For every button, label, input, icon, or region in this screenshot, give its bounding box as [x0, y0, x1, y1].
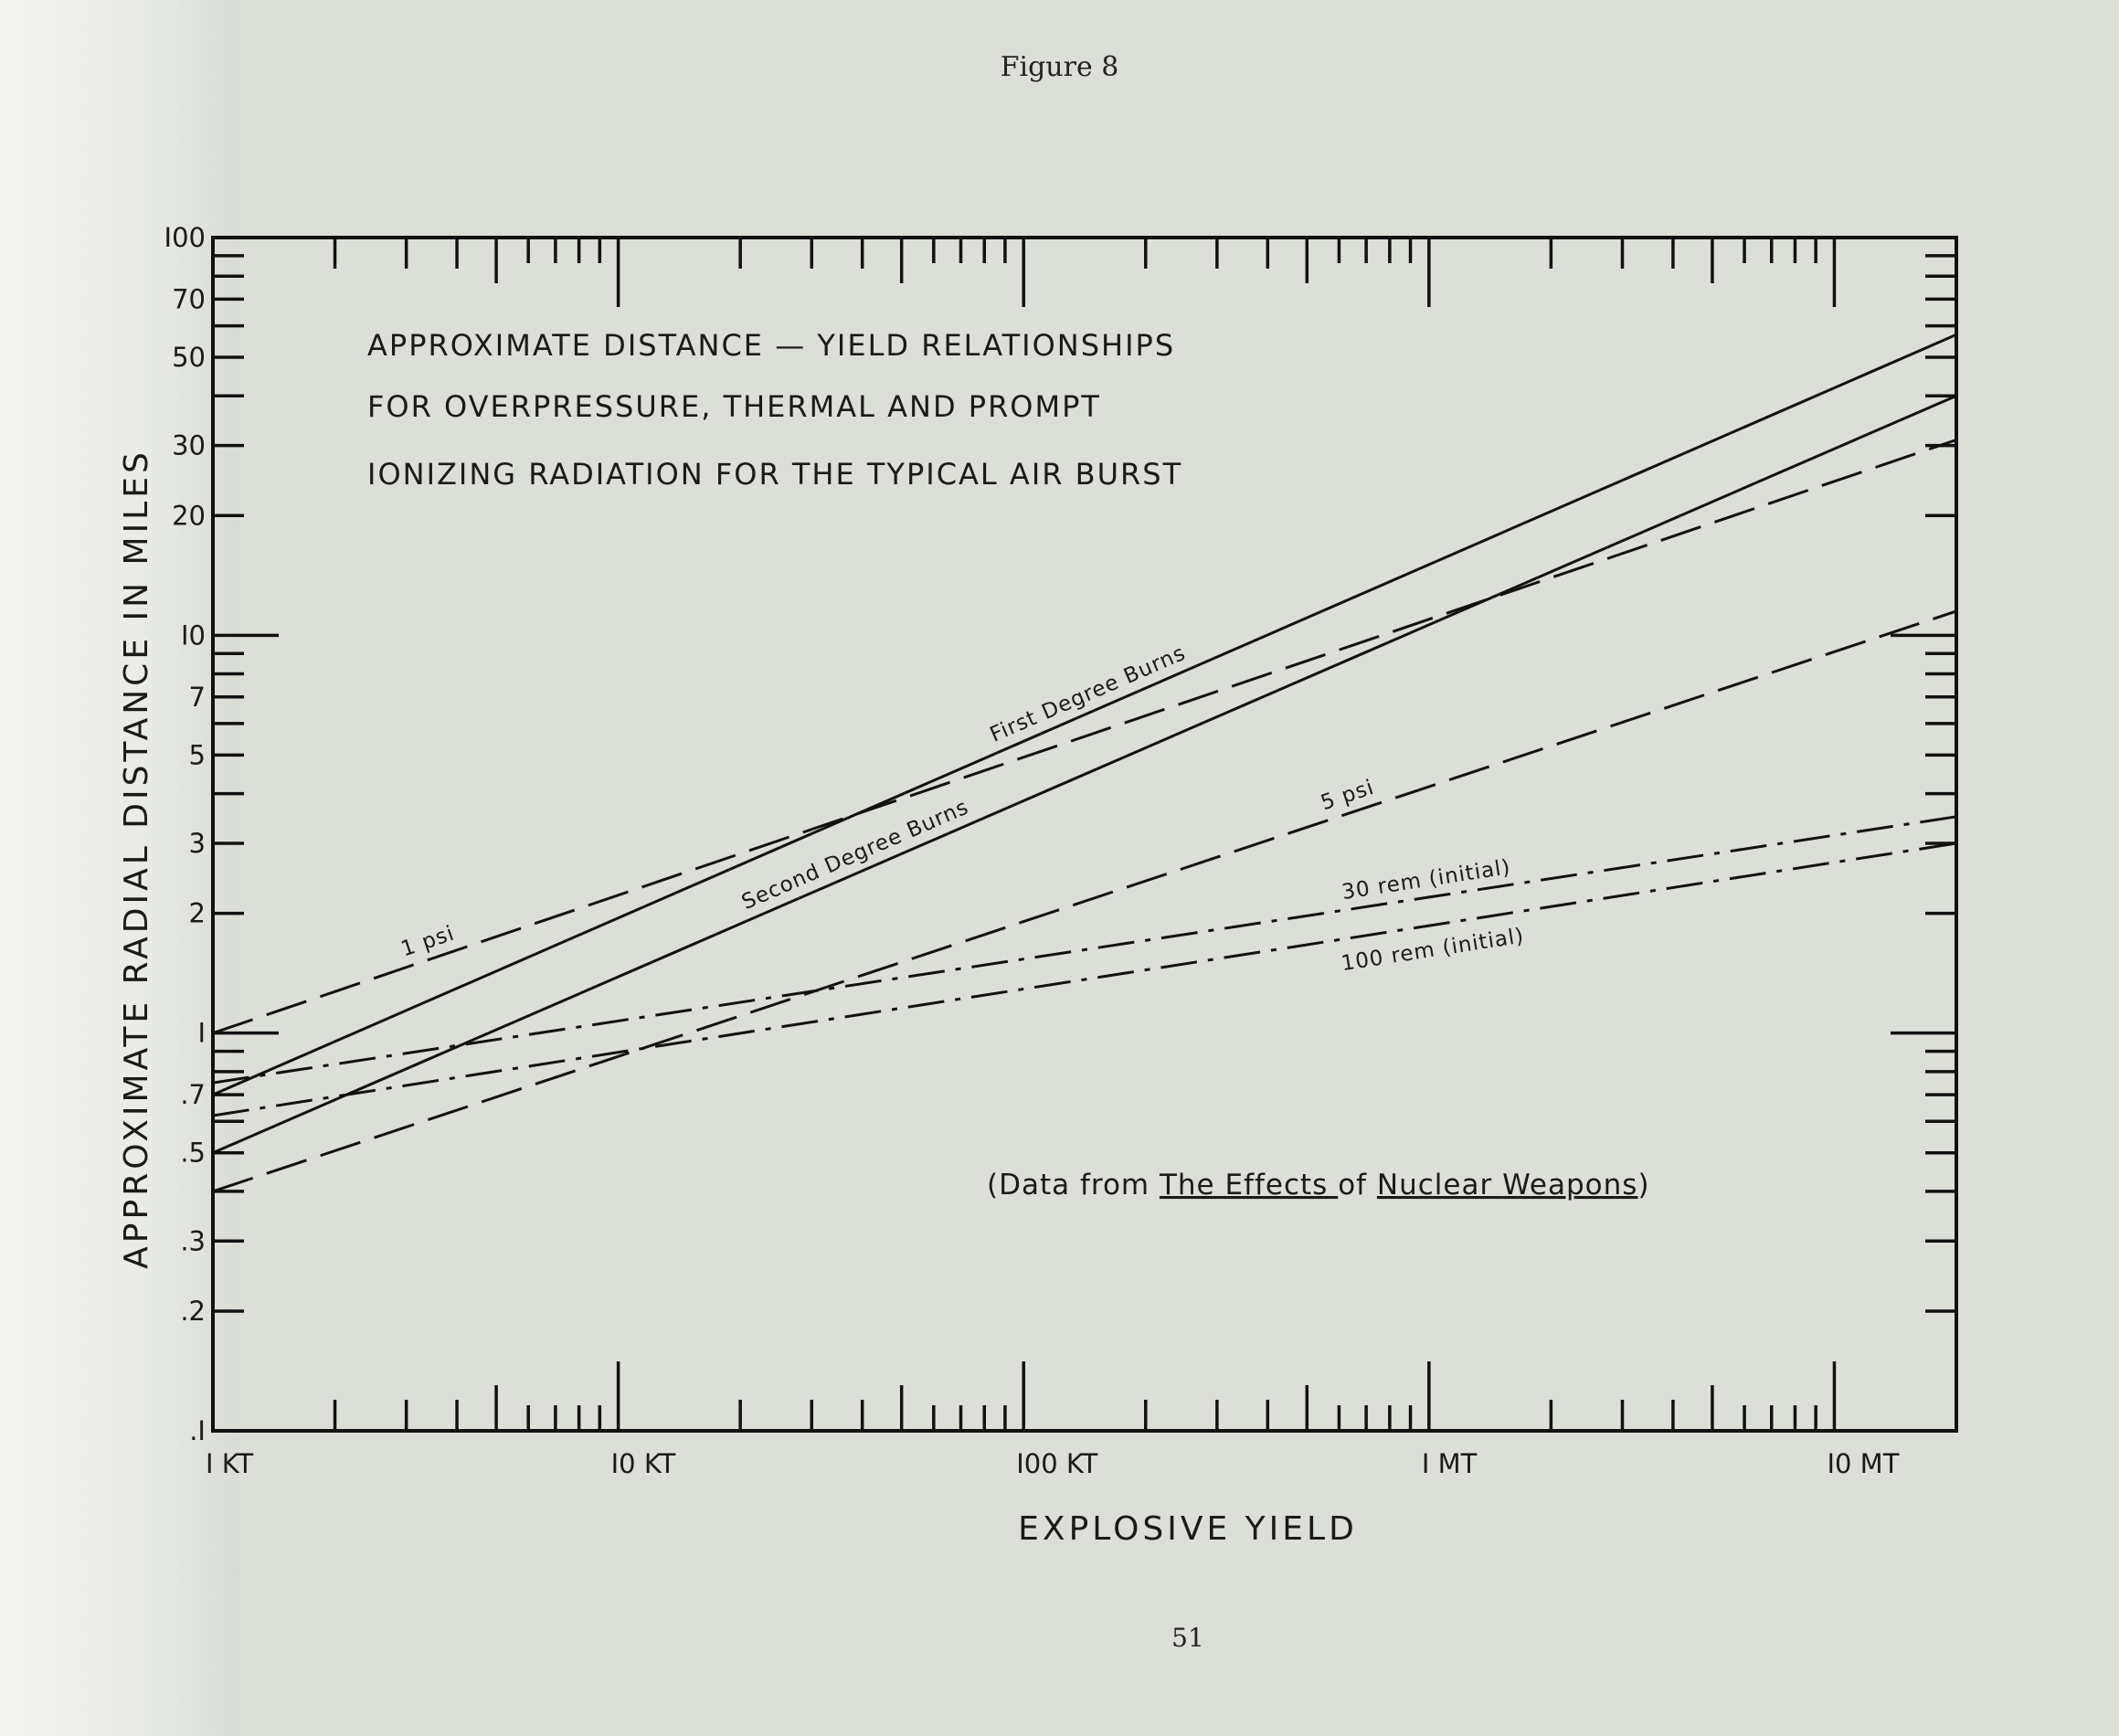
y-tick-label: .I	[189, 1415, 206, 1446]
figure-label: Figure 8	[1000, 51, 1119, 83]
y-tick-label: 3	[188, 827, 206, 859]
y-tick-label: 7	[188, 681, 206, 713]
source-note-suffix: )	[1637, 1169, 1650, 1201]
source-note-word: Nuclear	[1376, 1169, 1503, 1201]
series-labels	[398, 641, 1526, 976]
y-tick-label: 50	[172, 342, 206, 374]
series-line-3	[213, 439, 1956, 1032]
y-tick-label: 2	[188, 897, 206, 929]
y-tick-label: .7	[180, 1079, 206, 1111]
y-axis-title: APPROXIMATE RADIAL DISTANCE IN MILES	[118, 449, 155, 1269]
source-note-word: Weapons	[1502, 1169, 1638, 1201]
y-tick-label: I	[197, 1017, 206, 1049]
y-tick-label: .5	[180, 1137, 206, 1169]
y-tick-label: I0	[180, 619, 206, 651]
series-label-4: 5 psi	[1318, 775, 1378, 816]
source-note-word: of	[1338, 1169, 1377, 1201]
y-axis-tick-labels	[164, 222, 206, 1446]
x-tick-label: I KT	[206, 1448, 254, 1479]
source-note-prefix: (Data from	[987, 1169, 1160, 1201]
x-axis-title: EXPLOSIVE YIELD	[1018, 1510, 1358, 1548]
y-tick-label: I00	[164, 222, 206, 253]
chart-title-line-3: IONIZING RADIATION FOR THE TYPICAL AIR BURST	[367, 457, 1183, 492]
source-note	[987, 1169, 1650, 1201]
series-label-3: 1 psi	[397, 921, 458, 962]
chart-title-line-1: APPROXIMATE DISTANCE — YIELD RELATIONSHIPS	[367, 328, 1176, 363]
series-label-6: 100 rem (initial)	[1340, 924, 1526, 977]
series-label-2: Second Degree Burns	[738, 795, 973, 915]
page-number: 51	[1171, 1623, 1204, 1653]
y-tick-label: .2	[180, 1295, 206, 1327]
chart-title	[367, 328, 1182, 492]
x-tick-label: I MT	[1421, 1448, 1478, 1479]
x-tick-label: I0 KT	[610, 1448, 676, 1479]
series-line-2	[213, 396, 1956, 1152]
x-tick-label: I00 KT	[1016, 1448, 1098, 1479]
chart-title-line-2: FOR OVERPRESSURE, THERMAL AND PROMPT	[367, 389, 1101, 424]
source-note-word: The	[1159, 1169, 1225, 1201]
y-tick-label: 20	[172, 500, 206, 532]
series-label-5: 30 rem (initial)	[1340, 855, 1513, 905]
x-tick-label: I0 MT	[1827, 1448, 1900, 1479]
series-label-1: First Degree Burns	[986, 640, 1190, 747]
y-tick-label: 5	[188, 739, 206, 771]
y-tick-label: .3	[180, 1225, 206, 1257]
series-line-5	[213, 817, 1956, 1083]
x-axis-tick-labels	[206, 1448, 1900, 1479]
y-tick-label: 30	[172, 429, 206, 461]
y-tick-label: 70	[172, 283, 206, 315]
source-note-word: Effects	[1224, 1169, 1339, 1201]
